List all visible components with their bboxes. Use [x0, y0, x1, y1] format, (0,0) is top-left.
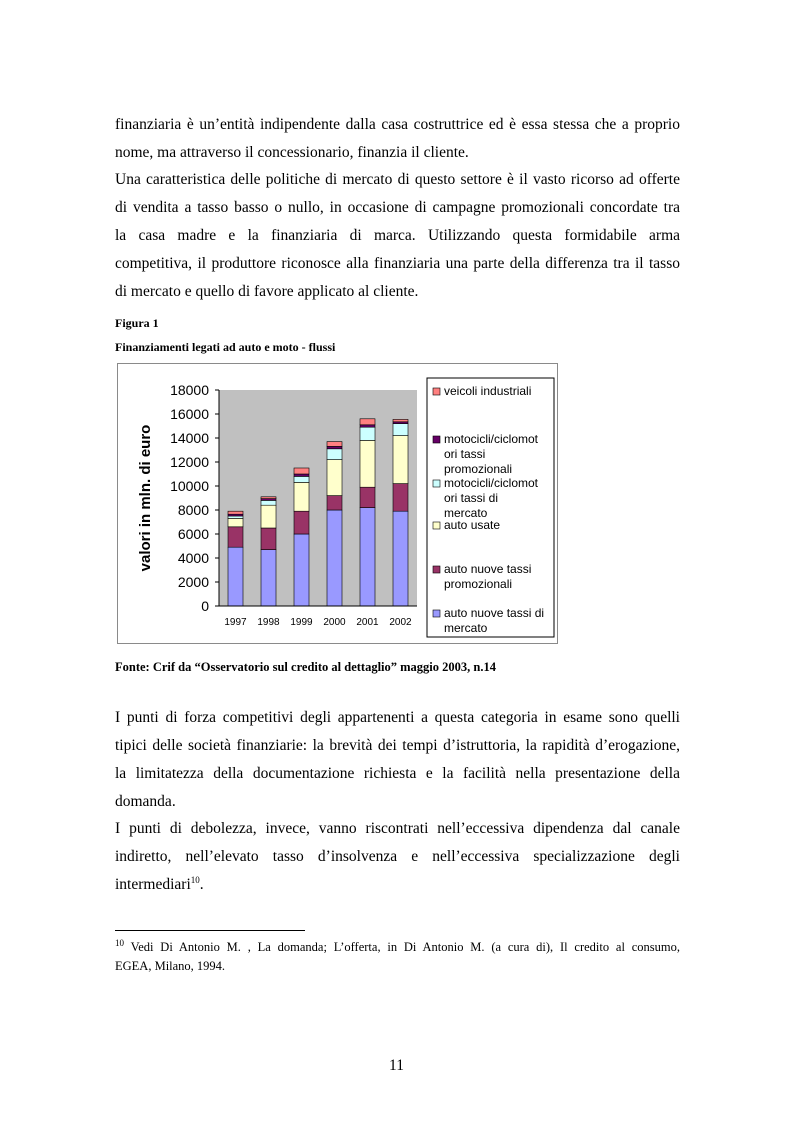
legend-label: promozionali: [444, 462, 513, 476]
bar-segment: [327, 460, 342, 496]
text-line: I punti di forza competitivi degli appartenenti a questa categoria in esame sono quelli: [115, 709, 680, 726]
text-line: [115, 871, 680, 899]
plot-area: [219, 390, 417, 606]
y-tick-label: 4000: [177, 550, 209, 566]
bar-segment: [327, 449, 342, 460]
footnote-separator: [115, 930, 305, 931]
text-line: tipici delle società finanziarie: la brevità dei tempi d’istruttoria, la rapidità d’erogazione,: [115, 737, 680, 754]
bar-segment: [360, 427, 375, 440]
paragraph-third: [115, 704, 680, 816]
legend-label: auto usate: [444, 518, 501, 532]
x-tick-label: 1998: [257, 617, 280, 628]
footnote-number: 10: [115, 937, 124, 948]
y-tick-label: 14000: [170, 430, 209, 446]
y-tick-label: 18000: [170, 382, 209, 398]
y-tick-label: 16000: [170, 406, 209, 422]
bar-segment: [393, 484, 408, 512]
legend-label: mercato: [444, 621, 488, 635]
legend-label: promozionali: [444, 577, 513, 591]
x-tick-label: 1999: [290, 617, 313, 628]
bar-segment: [261, 500, 276, 505]
bar-segment: [228, 547, 243, 606]
bar-segment: [294, 468, 309, 474]
x-axis: [219, 606, 417, 628]
bar-segment: [228, 516, 243, 518]
bar-segment: [360, 440, 375, 487]
legend-label: auto nuove tassi di: [444, 606, 545, 620]
bar-segment: [360, 487, 375, 507]
legend-label: ori tassi: [444, 447, 486, 461]
figure-label: Figura 1: [115, 316, 159, 330]
y-tick-label: 12000: [170, 454, 209, 470]
chart-frame: [117, 363, 558, 644]
paragraph-top: [115, 111, 680, 167]
bar-segment: [327, 510, 342, 606]
bar-segment: [393, 419, 408, 421]
footnote-reference[interactable]: 10: [190, 874, 200, 885]
legend-label: veicoli industriali: [444, 384, 532, 398]
y-tick-label: 8000: [177, 502, 209, 518]
text-line: Una caratteristica delle politiche di mercato di questo settore è il vasto ricorso ad offerte: [115, 171, 680, 188]
text-line: di vendita a tasso basso o nullo, in occasione di campagne promozionali concordate tra: [115, 199, 680, 216]
bar-segment: [294, 482, 309, 511]
text-line: domanda.: [115, 793, 176, 810]
legend-swatch: [433, 566, 440, 573]
x-tick-label: 1997: [224, 617, 247, 628]
footnote-line: [115, 938, 680, 957]
legend-swatch: [433, 610, 440, 617]
x-tick-label: 2001: [356, 617, 379, 628]
legend-label: auto nuove tassi: [444, 562, 532, 576]
text-run: .: [199, 876, 204, 893]
bar-segment: [294, 534, 309, 606]
bar-segment: [294, 474, 309, 476]
text-line: nome, ma attraverso il concessionario, finanzia il cliente.: [115, 144, 469, 161]
text-run: intermediari: [115, 876, 191, 893]
bar-segment: [261, 528, 276, 550]
bar-segment: [261, 497, 276, 499]
text-line: la limitatezza della documentazione richiesta e la facilità nella presentazione della: [115, 765, 680, 782]
page-number: 11: [389, 1057, 404, 1074]
bar-segment: [327, 442, 342, 447]
bar-segment: [393, 511, 408, 606]
bar-segment: [228, 527, 243, 547]
legend-label: motocicli/ciclomot: [444, 432, 539, 446]
legend-label: ori tassi di: [444, 491, 499, 505]
legend-label: motocicli/ciclomot: [444, 476, 539, 490]
bar-segment: [327, 446, 342, 448]
text-line: I punti di debolezza, invece, vanno riscontrati nell’eccessiva dipendenza dal canale: [115, 820, 680, 837]
figure-title: Finanziamenti legati ad auto e moto - flussi: [115, 340, 336, 354]
bar-segment: [228, 511, 243, 514]
text-line: di mercato e quello di favore applicato al cliente.: [115, 283, 419, 300]
text-line: finanziaria è un’entità indipendente dalla casa costruttrice ed è essa stessa che a proprio: [115, 116, 680, 133]
bar-segment: [360, 508, 375, 606]
text-line: la casa madre e la finanziaria di marca. Utilizzando questa formidabile arma: [115, 227, 680, 244]
y-tick-label: 6000: [177, 526, 209, 542]
y-tick-label: 0: [201, 598, 209, 614]
text-line: competitiva, il produttore riconosce alla finanziaria una parte della differenza tra il tasso: [115, 255, 680, 272]
paragraph-fourth: [115, 815, 680, 899]
y-tick-label: 10000: [170, 478, 209, 494]
bar-segment: [294, 511, 309, 534]
bar-segment: [261, 550, 276, 606]
legend-swatch: [433, 522, 440, 529]
legend-swatch: [433, 436, 440, 443]
bar-segment: [360, 419, 375, 425]
bar-segment: [393, 424, 408, 436]
footnote-text: Vedi Di Antonio M. , La domanda; L’offerta, in Di Antonio M. (a cura di), Il credito al consumo,: [124, 940, 680, 954]
figure-source: Fonte: Crif da “Osservatorio sul credito al dettaglio” maggio 2003, n.14: [115, 660, 496, 674]
stacked-bar-chart: [118, 364, 557, 643]
legend-swatch: [433, 388, 440, 395]
paragraph-second: [115, 166, 680, 306]
footnote-line: EGEA, Milano, 1994.: [115, 959, 226, 973]
x-tick-label: 2002: [389, 617, 412, 628]
legend-label: mercato: [444, 506, 488, 520]
bar-segment: [294, 476, 309, 482]
y-axis-label: valori in mln. di euro: [137, 424, 154, 572]
bar-segment: [327, 496, 342, 510]
bar-segment: [360, 425, 375, 427]
y-tick-label: 2000: [177, 574, 209, 590]
bar-segment: [261, 505, 276, 528]
y-axis: [170, 382, 219, 614]
footnote: [115, 938, 680, 976]
bar-segment: [393, 436, 408, 484]
bar-segment: [228, 518, 243, 526]
legend-swatch: [433, 480, 440, 487]
text-line: indiretto, nell’elevato tasso d’insolvenza e nell’eccessiva specializzazione degli: [115, 848, 680, 865]
x-tick-label: 2000: [323, 617, 346, 628]
